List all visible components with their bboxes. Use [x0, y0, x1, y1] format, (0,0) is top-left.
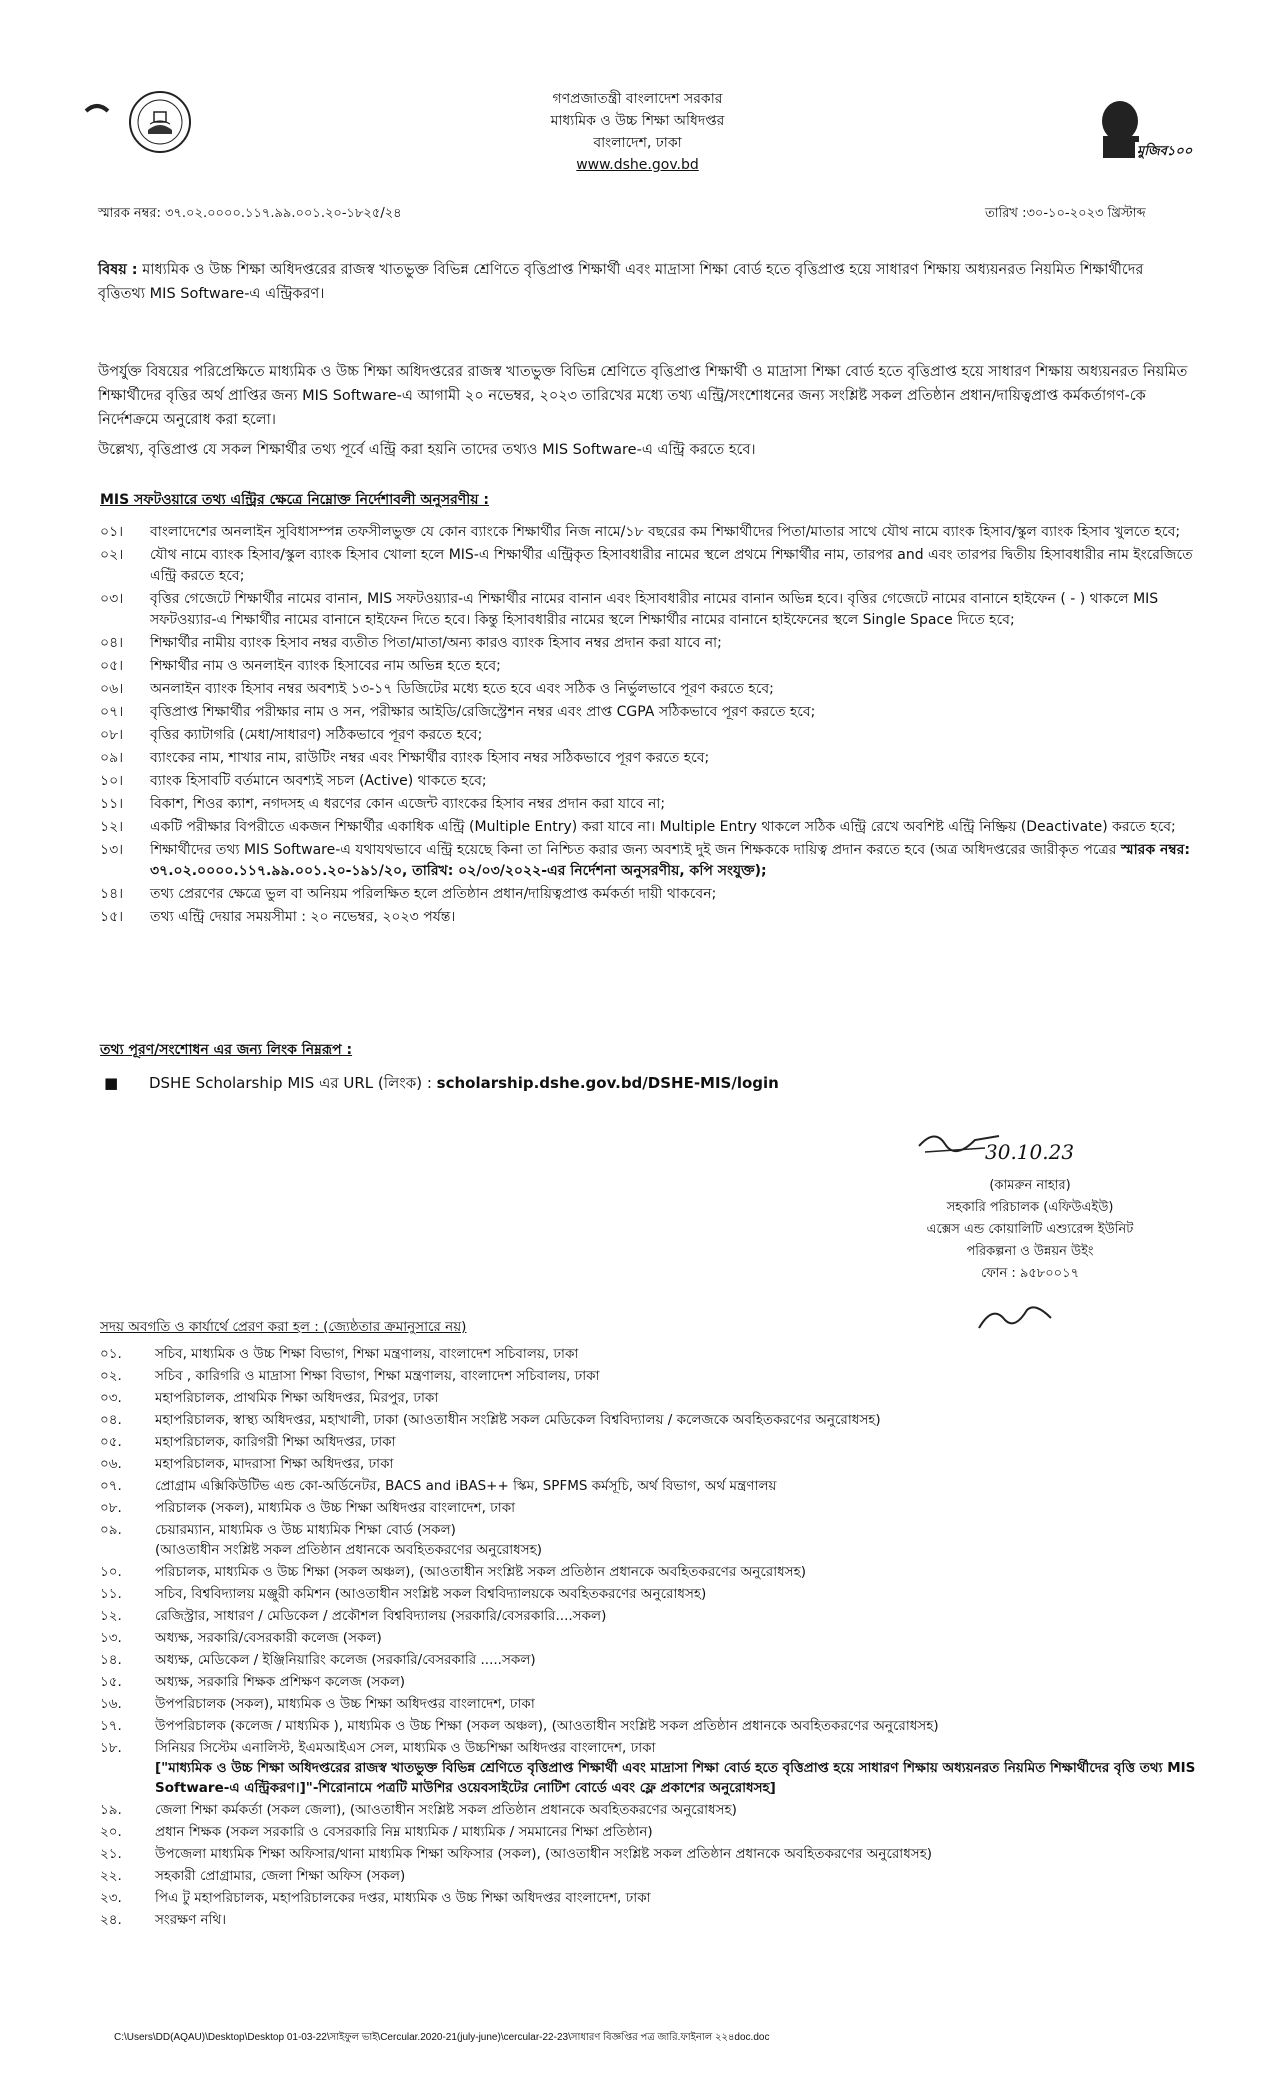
instruction-item — [100, 702, 1200, 723]
distribution-item-text: সচিব, মাধ্যমিক ও উচ্চ শিক্ষা বিভাগ, শিক্ষা মন্ত্রণালয়, বাংলাদেশ সচিবালয়, ঢাকা — [155, 1346, 579, 1362]
corner-mark — [84, 98, 110, 110]
distribution-item-number: ০১. — [100, 1346, 122, 1362]
instruction-item-text: শিক্ষার্থীর নামীয় ব্যাংক হিসাব নম্বর ব্যতীত পিতা/মাতা/অন্য কারও ব্যাংক হিসাব নম্বর প্রদান করা যাবে না; — [150, 635, 722, 651]
distribution-item — [100, 1454, 1200, 1474]
instruction-item — [100, 522, 1200, 543]
distribution-item — [100, 1562, 1200, 1582]
instruction-item-number: ১০। — [100, 773, 124, 789]
bullet-icon: ■ — [104, 1074, 119, 1092]
instruction-item-text: বিকাশ, শিওর ক্যাশ, নগদসহ এ ধরণের কোন এজেন্ট ব্যাংকের হিসাব নম্বর প্রদান করা যাবে না; — [150, 796, 666, 812]
distribution-list — [100, 1344, 1200, 1932]
instruction-item-number: ১১। — [100, 796, 124, 812]
distribution-item — [100, 1672, 1200, 1692]
instruction-item — [100, 545, 1200, 587]
distribution-item-number: ২৪. — [100, 1912, 122, 1928]
signature-block — [880, 1175, 1180, 1285]
distribution-item — [100, 1910, 1200, 1930]
signature-date: 30.10.23 — [985, 1140, 1075, 1164]
distribution-item-text: সহকারী প্রোগ্রামার, জেলা শিক্ষা অফিস (সকল) — [155, 1868, 406, 1884]
memo-date: তারিখ :৩০-১০-২০২৩ খ্রিস্টাব্দ — [985, 206, 1146, 221]
distribution-item-number: ১৮. — [100, 1740, 122, 1756]
distribution-item — [100, 1388, 1200, 1408]
letterhead — [400, 88, 875, 176]
instruction-item-number: ১৪। — [100, 886, 124, 902]
distribution-item — [100, 1366, 1200, 1386]
instruction-item-number: ০৯। — [100, 750, 124, 766]
instruction-item-text: যৌথ নামে ব্যাংক হিসাব/স্কুল ব্যাংক হিসাব খোলা হলে MIS-এ শিক্ষার্থীর এন্ট্রিকৃত হিসাবধারীর নামের স্থলে প্রথমে শিক্ষার্থীর নাম, তারপর and এবং তারপর দ্বিতীয় হিসাবধারীর নাম ইংরেজিতে এন্ট্রি করতে হবে; — [150, 547, 1193, 584]
instruction-item-number: ০৭। — [100, 704, 124, 720]
distribution-item — [100, 1410, 1200, 1430]
distribution-item-text: চেয়ারম্যান, মাধ্যমিক ও উচ্চ মাধ্যমিক শিক্ষা বোর্ড (সকল) — [155, 1522, 456, 1538]
distribution-item-text: মহাপরিচালক, কারিগরী শিক্ষা অধিদপ্তর, ঢাকা — [155, 1434, 396, 1450]
instruction-item — [100, 656, 1200, 677]
distribution-item-text: উপজেলা মাধ্যমিক শিক্ষা অফিসার/থানা মাধ্যমিক শিক্ষা অফিসার (সকল), (আওতাধীন সংশ্লিষ্ট সকল প্রতিষ্ঠান প্রধানকে অবহিতকরণের অনুরোধসহ) — [155, 1846, 933, 1862]
distribution-item — [100, 1584, 1200, 1604]
instruction-item — [100, 907, 1200, 928]
distribution-item-text: পরিচালক, মাধ্যমিক ও উচ্চ শিক্ষা (সকল অঞ্চল), (আওতাধীন সংশ্লিষ্ট সকল প্রতিষ্ঠান প্রধানকে অবহিতকরণের অনুরোধসহ) — [155, 1564, 806, 1580]
signatory-unit: এক্সেস এন্ড কোয়ালিটি এশ্যুরেন্স ইউনিট — [926, 1222, 1134, 1237]
distribution-item-subtext: (আওতাধীন সংশ্লিষ্ট সকল প্রতিষ্ঠান প্রধানকে অবহিতকরণের অনুরোধসহ) — [155, 1542, 542, 1558]
govt-name: গণপ্রজাতন্ত্রী বাংলাদেশ সরকার — [552, 91, 723, 107]
distribution-item — [100, 1344, 1200, 1364]
distribution-item-number: ০৩. — [100, 1390, 122, 1406]
signatory-phone: ফোন : ৯৫৮০০১৭ — [980, 1266, 1080, 1281]
instruction-item-text: শিক্ষার্থীদের তথ্য MIS Software-এ যথাযথভাবে এন্ট্রি হয়েছে কিনা তা নিশ্চিত করার জন্য অবশ্যই দুই জন শিক্ষককে দায়িত্ব প্রদান করতে হবে (অত্র অধিদপ্তরের জারীকৃত পত্রের — [150, 842, 1121, 858]
distribution-item — [100, 1844, 1200, 1864]
distribution-item-text: মহাপরিচালক, স্বাস্থ্য অধিদপ্তর, মহাখালী, ঢাকা (আওতাধীন সংশ্লিষ্ট সকল মেডিকেল বিশ্ববিদ্যালয় / কলেজকে অবহিতকরণের অনুরোধসহ) — [155, 1412, 881, 1428]
instruction-item-text: অনলাইন ব্যাংক হিসাব নম্বর অবশ্যই ১৩-১৭ ডিজিটের মধ্যে হতে হবে এবং সঠিক ও নির্ভুলভাবে পূরণ করতে হবে; — [150, 681, 774, 697]
signatory-designation: সহকারি পরিচালক (এফিউএইউ) — [946, 1200, 1114, 1215]
mujib100-text: মুজিব১০০ — [1137, 144, 1193, 159]
scholarship-mis-url[interactable]: scholarship.dshe.gov.bd/DSHE-MIS/login — [436, 1074, 779, 1092]
distribution-item-text: সচিব, বিশ্ববিদ্যালয় মঞ্জুরী কমিশন (আওতাধীন সংশ্লিষ্ট সকল বিশ্ববিদ্যালয়কে অবহিতকরণের অনুরোধসহ) — [155, 1586, 707, 1602]
directorate-name: মাধ্যমিক ও উচ্চ শিক্ষা অধিদপ্তর — [550, 113, 725, 129]
link-label: DSHE Scholarship MIS এর URL (লিংক) : — [148, 1074, 437, 1092]
website-link[interactable]: www.dshe.gov.bd — [576, 157, 699, 173]
distribution-item — [100, 1650, 1200, 1670]
instruction-item-text: তথ্য প্রেরণের ক্ষেত্রে ভুল বা অনিয়ম পরিলক্ষিত হলে প্রতিষ্ঠান প্রধান/দায়িত্বপ্রাপ্ত কর্মকর্তা দায়ী থাকবেন; — [150, 886, 717, 902]
instruction-item-number: ১৫। — [100, 909, 124, 925]
distribution-item-text: মহাপরিচালক, মাদরাসা শিক্ষা অধিদপ্তর, ঢাকা — [155, 1456, 394, 1472]
distribution-item-text: প্রোগ্রাম এক্সিকিউটিভ এন্ড কো-অর্ডিনেটর, BACS and iBAS++ স্কিম, SPFMS কর্মসূচি, অর্থ বিভাগ, অর্থ মন্ত্রণালয় — [155, 1478, 777, 1494]
distribution-item-number: ০৪. — [100, 1412, 122, 1428]
distribution-item-number: ১৫. — [100, 1674, 122, 1690]
distribution-item-number: ২২. — [100, 1868, 122, 1884]
distribution-item-number: ২৩. — [100, 1890, 122, 1906]
body-paragraph-1: উপর্যুক্ত বিষয়ের পরিপ্রেক্ষিতে মাধ্যমিক ও উচ্চ শিক্ষা অধিদপ্তরের রাজস্ব খাতভুক্ত বিভিন্ন শ্রেণিতে বৃত্তিপ্রাপ্ত শিক্ষার্থী ও মাদ্রাসা শিক্ষা বোর্ড হতে বৃত্তিপ্রাপ্ত হয়ে সাধারণ শিক্ষায় অধ্যয়নরত নিয়মিত শিক্ষার্থীদের বৃত্তির অর্থ প্রাপ্তির জন্য MIS Software-এ আগামী ২০ নভেম্বর, ২০২৩ তারিখের মধ্যে তথ্য এন্ট্রি/সংশোধনের জন্য সংশ্লিষ্ট সকল প্রতিষ্ঠান প্রধান/দায়িত্বপ্রাপ্ত কর্মকর্তাগণ-কে নির্দেশক্রমে অনুরোধ করা হলো। — [98, 364, 1188, 428]
instruction-item — [100, 748, 1200, 769]
distribution-item-number: ১৩. — [100, 1630, 122, 1646]
distribution-item — [100, 1888, 1200, 1908]
memo-number: স্মারক নম্বর: ৩৭.০২.০০০০.১১৭.৯৯.০০১.২০-১৮২৫/২৪ — [98, 206, 402, 221]
distribution-item-text: অধ্যক্ষ, সরকারি শিক্ষক প্রশিক্ষণ কলেজ (সকল) — [155, 1674, 406, 1690]
distribution-item — [100, 1716, 1200, 1736]
distribution-heading: সদয় অবগতি ও কার্যার্থে প্রেরণ করা হল : (জ্যেষ্ঠতার ক্রমানুসারে নয়) — [100, 1319, 467, 1335]
distribution-item — [100, 1694, 1200, 1714]
distribution-item-number: ০৮. — [100, 1500, 122, 1516]
location: বাংলাদেশ, ঢাকা — [593, 135, 682, 151]
signatory-name: (কামরুন নাহার) — [989, 1178, 1071, 1193]
distribution-item-number: ১৯. — [100, 1802, 122, 1818]
subject — [98, 258, 1178, 306]
subject-text: মাধ্যমিক ও উচ্চ শিক্ষা অধিদপ্তরের রাজস্ব খাতভুক্ত বিভিন্ন শ্রেণিতে বৃত্তিপ্রাপ্ত শিক্ষার্থী এবং মাদ্রাসা শিক্ষা বোর্ড হতে বৃত্তিপ্রাপ্ত হয়ে সাধারণ শিক্ষায় অধ্যয়নরত নিয়মিত শিক্ষার্থীদের বৃত্তিতথ্য MIS Software-এ এন্ট্রিকরণ। — [98, 262, 1144, 302]
instruction-item — [100, 884, 1200, 905]
instruction-item — [100, 679, 1200, 700]
body-paragraph-2: উল্লেখ্য, বৃত্তিপ্রাপ্ত যে সকল শিক্ষার্থীর তথ্য পূর্বে এন্ট্রি করা হয়নি তাদের তথ্যও MIS Software-এ এন্ট্রি করতে হবে। — [98, 442, 756, 458]
distribution-item-number: ১২. — [100, 1608, 122, 1624]
distribution-item-number: ০৫. — [100, 1434, 122, 1450]
distribution-item — [100, 1520, 1200, 1560]
instruction-item-text: ব্যাংকের নাম, শাখার নাম, রাউটিং নম্বর এবং শিক্ষার্থীর ব্যাংক হিসাব নম্বর সঠিকভাবে পূরণ করতে হবে; — [150, 750, 710, 766]
distribution-item-number: ০৬. — [100, 1456, 122, 1472]
instruction-item — [100, 725, 1200, 746]
distribution-item — [100, 1738, 1200, 1798]
instruction-item — [100, 840, 1200, 882]
instruction-item — [100, 589, 1200, 631]
distribution-item-text: সিনিয়র সিস্টেম এনালিস্ট, ইএমআইএস সেল, মাধ্যমিক ও উচ্চশিক্ষা অধিদপ্তর বাংলাদেশ, ঢাকা — [155, 1740, 656, 1756]
distribution-item-text: অধ্যক্ষ, মেডিকেল / ইঞ্জিনিয়ারিং কলেজ (সরকারি/বেসরকারি .....সকল) — [155, 1652, 536, 1668]
distribution-item-text: পরিচালক (সকল), মাধ্যমিক ও উচ্চ শিক্ষা অধিদপ্তর বাংলাদেশ, ঢাকা — [155, 1500, 516, 1516]
distribution-item-text: উপপরিচালক (সকল), মাধ্যমিক ও উচ্চ শিক্ষা অধিদপ্তর বাংলাদেশ, ঢাকা — [155, 1696, 535, 1712]
distribution-item-text: সংরক্ষণ নথি। — [155, 1912, 227, 1928]
file-path: C:\Users\DD(AQAU)\Desktop\Desktop 01-03-22\সাইফুল ভাই\Cercular.2020-21(july-june)\cercular-22-23\সাধারণ বিজ্ঞপ্তির পত্র জারি.ফাইনাল ২২৪doc.doc — [114, 2032, 770, 2043]
distribution-item — [100, 1628, 1200, 1648]
distribution-item-number: ০৯. — [100, 1522, 122, 1538]
instructions-list — [100, 522, 1200, 930]
distribution-item-number: ১০. — [100, 1564, 122, 1580]
distribution-item-number: ১৭. — [100, 1718, 122, 1734]
instruction-item-number: ০৬। — [100, 681, 124, 697]
distribution-item — [100, 1498, 1200, 1518]
link-section-heading: তথ্য পূরণ/সংশোধন এর জন্য লিংক নিম্নরূপ : — [100, 1042, 353, 1058]
distribution-item-text: জেলা শিক্ষা কর্মকর্তা (সকল জেলা), (আওতাধীন সংশ্লিষ্ট সকল প্রতিষ্ঠান প্রধানকে অবহিতকরণের অনুরোধসহ) — [155, 1802, 737, 1818]
instruction-item-text: বৃত্তিপ্রাপ্ত শিক্ষার্থীর পরীক্ষার নাম ও সন, পরীক্ষার আইডি/রেজিস্ট্রেশন নম্বর এবং প্রাপ্ত CGPA সঠিকভাবে পূরণ করতে হবে; — [150, 704, 816, 720]
dshe-emblem-logo — [128, 90, 192, 154]
distribution-item-number: ২০. — [100, 1824, 122, 1840]
instruction-item-text: ব্যাংক হিসাবটি বর্তমানে অবশ্যই সচল (Active) থাকতে হবে; — [150, 773, 487, 789]
distribution-item-number: ১৪. — [100, 1652, 122, 1668]
instruction-item-text: শিক্ষার্থীর নাম ও অনলাইন ব্যাংক হিসাবের নাম অভিন্ন হতে হবে; — [150, 658, 501, 674]
distribution-item — [100, 1822, 1200, 1842]
subject-label: বিষয় : — [98, 262, 138, 278]
instruction-item-number: ১২। — [100, 819, 124, 835]
instruction-item-number: ০২। — [100, 547, 124, 563]
distribution-item-bold-note: ["মাধ্যমিক ও উচ্চ শিক্ষা অধিদপ্তরের রাজস্ব খাতভুক্ত বিভিন্ন শ্রেণিতে বৃত্তিপ্রাপ্ত শিক্ষার্থী এবং মাদ্রাসা শিক্ষা বোর্ড হতে বৃত্তিপ্রাপ্ত হয়ে সাধারণ শিক্ষায় অধ্যয়নরত নিয়মিত শিক্ষার্থীদের বৃত্তি তথ্য MIS Software-এ এন্ট্রিকরণ।]"-শিরোনামে পত্রটি মাউশির ওয়েবসাইটের নোটিশ বোর্ডে এবং ফ্লে প্রকাশের অনুরোধসহ] — [155, 1760, 1196, 1796]
instruction-item-number: ০৪। — [100, 635, 124, 651]
instruction-item-text: বাংলাদেশের অনলাইন সুবিধাসম্পন্ন তফসীলভুক্ত যে কোন ব্যাংকে শিক্ষার্থীর নিজ নামে/১৮ বছরের কম শিক্ষার্থীদের পিতা/মাতার সাথে যৌথ নামে ব্যাংক হিসাব/স্কুল ব্যাংক হিসাব খুলতে হবে; — [150, 524, 1181, 540]
instruction-item-number: ১৩। — [100, 842, 124, 858]
initial-signature — [975, 1300, 1055, 1334]
distribution-item — [100, 1432, 1200, 1452]
instruction-item-number: ০৮। — [100, 727, 124, 743]
instruction-item-text: বৃত্তির গেজেটে শিক্ষার্থীর নামের বানান, MIS সফটওয়্যার-এ শিক্ষার্থীর নামের বানান এবং হিসাবধারীর নামের বানান অভিন্ন হবে। বৃত্তির গেজেটে নামের বানানে হাইফেন ( - ) থাকলে MIS সফটওয়্যার-এ শিক্ষার্থীর নামের বানানে হাইফেন দিতে হবে। কিন্তু হিসাবধারীর নামের স্থলে শিক্ষার্থীর নামের বানানে হাইফেনের স্থলে Single Space দিতে হবে; — [150, 591, 1159, 628]
link-row — [104, 1072, 779, 1097]
instruction-item — [100, 794, 1200, 815]
instruction-item-text: একটি পরীক্ষার বিপরীতে একজন শিক্ষার্থীর একাধিক এন্ট্রি (Multiple Entry) করা যাবে না। Multiple Entry থাকলে সঠিক এন্ট্রি রেখে অবশিষ্ট এন্ট্রি নিষ্ক্রিয় (Deactivate) করতে হবে; — [150, 819, 1176, 835]
distribution-item — [100, 1606, 1200, 1626]
distribution-item-text: মহাপরিচালক, প্রাথমিক শিক্ষা অধিদপ্তর, মিরপুর, ঢাকা — [155, 1390, 439, 1406]
distribution-item-text: অধ্যক্ষ, সরকারি/বেসরকারী কলেজ (সকল) — [155, 1630, 382, 1646]
distribution-item — [100, 1866, 1200, 1886]
distribution-item-number: ০৭. — [100, 1478, 122, 1494]
mujib100-logo — [1085, 96, 1195, 166]
distribution-item-number: ১৬. — [100, 1696, 122, 1712]
distribution-item-number: ০২. — [100, 1368, 122, 1384]
distribution-item — [100, 1476, 1200, 1496]
instruction-item — [100, 771, 1200, 792]
signatory-wing: পরিকল্পনা ও উন্নয়ন উইং — [966, 1244, 1094, 1259]
distribution-item-text: সচিব , কারিগরি ও মাদ্রাসা শিক্ষা বিভাগ, শিক্ষা মন্ত্রণালয়, বাংলাদেশ সচিবালয়, ঢাকা — [155, 1368, 600, 1384]
instruction-item-text: বৃত্তির ক্যাটাগরি (মেধা/সাধারণ) সঠিকভাবে পূরণ করতে হবে; — [150, 727, 483, 743]
distribution-item-text: রেজিস্ট্রার, সাধারণ / মেডিকেল / প্রকৌশল বিশ্ববিদ্যালয় (সরকারি/বেসরকারি....সকল) — [155, 1608, 607, 1624]
distribution-item-text: পিএ টু মহাপরিচালক, মহাপরিচালকের দপ্তর, মাধ্যমিক ও উচ্চ শিক্ষা অধিদপ্তর বাংলাদেশ, ঢাকা — [155, 1890, 651, 1906]
instruction-item-number: ০৫। — [100, 658, 124, 674]
distribution-item — [100, 1800, 1200, 1820]
distribution-item-number: ১১. — [100, 1586, 122, 1602]
distribution-item-number: ২১. — [100, 1846, 122, 1862]
distribution-item-text: উপপরিচালক (কলেজ / মাধ্যমিক ), মাধ্যমিক ও উচ্চ শিক্ষা (সকল অঞ্চল), (আওতাধীন সংশ্লিষ্ট সকল প্রতিষ্ঠান প্রধানকে অবহিতকরণের অনুরোধসহ) — [155, 1718, 939, 1734]
distribution-item-text: প্রধান শিক্ষক (সকল সরকারি ও বেসরকারি নিম্ন মাধ্যমিক / মাধ্যমিক / সমমানের শিক্ষা প্রতিষ্ঠান) — [155, 1824, 653, 1840]
instruction-item-number: ০১। — [100, 524, 124, 540]
instruction-item-text: তথ্য এন্ট্রি দেয়ার সময়সীমা : ২০ নভেম্বর, ২০২৩ পর্যন্ত। — [150, 909, 456, 925]
instruction-item-bold-note: স্মারক নম্বর: ৩৭.০২.০০০০.১১৭.৯৯.০০১.২০-১৯১/২০, তারিখ: ০২/০৩/২০২২-এর নির্দেশনা অনুসরণীয়, কপি সংযুক্ত); — [150, 842, 1190, 879]
instruction-item — [100, 633, 1200, 654]
instructions-heading: MIS সফটওয়ারে তথ্য এন্ট্রির ক্ষেত্রে নিম্নোক্ত নির্দেশাবলী অনুসরণীয় : — [100, 492, 489, 508]
instruction-item-number: ০৩। — [100, 591, 124, 607]
instruction-item — [100, 817, 1200, 838]
